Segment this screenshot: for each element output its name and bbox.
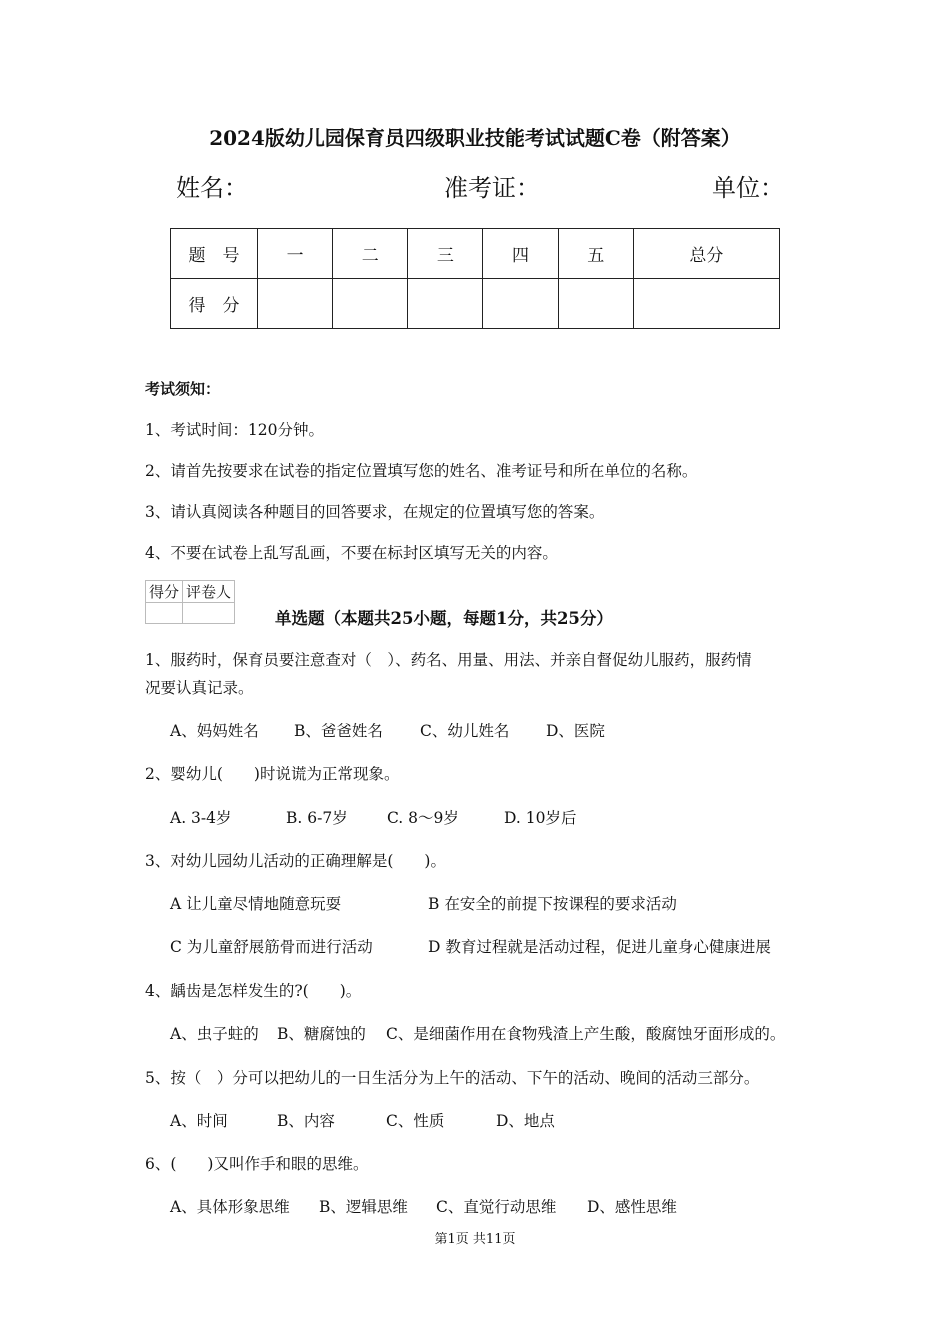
notice-item: 1、考试时间：120分钟。 <box>145 421 324 439</box>
question-stem: 3、对幼儿园幼儿活动的正确理解是( )。 <box>145 852 446 870</box>
question-option: B 在安全的前提下按课程的要求活动 <box>428 895 677 913</box>
score-row-label: 得 分 <box>171 279 258 329</box>
question-option: A、时间 <box>170 1112 228 1130</box>
grader-reviewer-label: 评卷人 <box>183 581 235 603</box>
question-stem: 4、龋齿是怎样发生的?( )。 <box>145 982 362 1000</box>
score-cell[interactable] <box>558 279 633 329</box>
grader-reviewer-cell[interactable] <box>183 603 235 624</box>
question-option: A、具体形象思维 <box>170 1198 290 1216</box>
exam-id-label: 准考证： <box>444 174 540 202</box>
unit-label: 单位： <box>712 174 784 202</box>
question-option: B、内容 <box>277 1112 335 1130</box>
name-label: 姓名： <box>176 174 248 202</box>
score-cell[interactable] <box>633 279 779 329</box>
score-header-row <box>171 229 780 279</box>
question-option: D、地点 <box>496 1112 555 1130</box>
question-option: D 教育过程就是活动过程，促进儿童身心健康进展 <box>428 938 771 956</box>
question-stem: 5、按（ ）分可以把幼儿的一日生活分为上午的活动、下午的活动、晚间的活动三部分。 <box>145 1069 760 1087</box>
notice-item: 4、不要在试卷上乱写乱画，不要在标封区填写无关的内容。 <box>145 544 558 562</box>
score-cell[interactable] <box>408 279 483 329</box>
question-stem: 况要认真记录。 <box>145 679 254 697</box>
score-header-cell: 一 <box>258 229 333 279</box>
score-header-cell: 四 <box>483 229 558 279</box>
score-cell[interactable] <box>483 279 558 329</box>
score-cell[interactable] <box>333 279 408 329</box>
question-option: C 为儿童舒展筋骨而进行活动 <box>170 938 373 956</box>
notice-item: 2、请首先按要求在试卷的指定位置填写您的姓名、准考证号和所在单位的名称。 <box>145 462 698 480</box>
page-title: 2024版幼儿园保育员四级职业技能考试试题C卷（附答案） <box>209 126 741 150</box>
grader-box <box>145 580 235 624</box>
question-option: C、直觉行动思维 <box>436 1198 557 1216</box>
question-option: A 让儿童尽情地随意玩耍 <box>170 895 342 913</box>
notice-heading: 考试须知： <box>145 380 221 398</box>
score-header-cell: 题 号 <box>171 229 258 279</box>
question-option: C、性质 <box>386 1112 445 1130</box>
question-option: B、逻辑思维 <box>319 1198 408 1216</box>
question-option: C、幼儿姓名 <box>420 722 510 740</box>
score-header-cell: 总分 <box>633 229 779 279</box>
question-option: D、医院 <box>546 722 605 740</box>
question-stem: 1、服药时，保育员要注意查对（ ）、药名、用量、用法、并亲自督促幼儿服药，服药情 <box>145 651 752 669</box>
page-footer: 第1页 共11页 <box>434 1232 516 1247</box>
question-option: C、是细菌作用在食物残渣上产生酸，酸腐蚀牙面形成的。 <box>386 1025 786 1043</box>
question-stem: 6、( )又叫作手和眼的思维。 <box>145 1155 369 1173</box>
question-option: C. 8～9岁 <box>387 809 459 827</box>
question-option: A、妈妈姓名 <box>170 722 259 740</box>
grader-score-label: 得分 <box>146 581 183 603</box>
grader-score-cell[interactable] <box>146 603 183 624</box>
question-stem: 2、婴幼儿( )时说谎为正常现象。 <box>145 765 400 783</box>
score-table <box>170 228 780 329</box>
question-option: D. 10岁后 <box>504 809 577 827</box>
question-option: B、爸爸姓名 <box>294 722 383 740</box>
question-option: A. 3-4岁 <box>170 809 232 827</box>
section-title: 单选题（本题共25小题，每题1分，共25分） <box>275 609 613 628</box>
score-value-row <box>171 279 780 329</box>
question-option: B. 6-7岁 <box>286 809 348 827</box>
question-option: D、感性思维 <box>587 1198 677 1216</box>
score-header-cell: 五 <box>558 229 633 279</box>
question-option: B、糖腐蚀的 <box>277 1025 366 1043</box>
score-cell[interactable] <box>258 279 333 329</box>
score-header-cell: 二 <box>333 229 408 279</box>
notice-item: 3、请认真阅读各种题目的回答要求，在规定的位置填写您的答案。 <box>145 503 605 521</box>
question-option: A、虫子蛀的 <box>170 1025 259 1043</box>
score-header-cell: 三 <box>408 229 483 279</box>
